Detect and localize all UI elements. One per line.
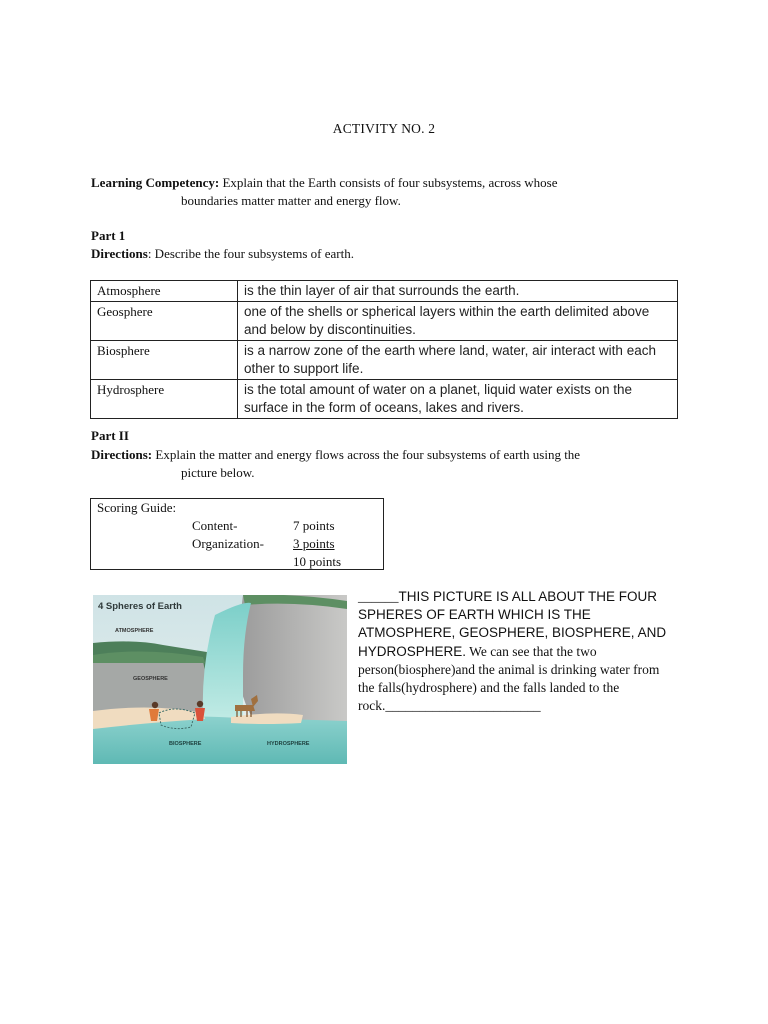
part1-heading: Part 1 — [91, 228, 126, 243]
label-geosphere: GEOSPHERE — [133, 676, 168, 682]
scoring-guide-box — [90, 498, 384, 570]
total-points: 10 points — [293, 554, 342, 569]
part2-directions-text-2: picture below. — [181, 465, 255, 480]
part2-directions-label: Directions: — [91, 447, 153, 462]
part2-directions-text-1: Explain the matter and energy flows across the four subsystems of earth using the — [155, 447, 581, 462]
term-cell: Geosphere — [91, 302, 238, 341]
answer-caps-text: THIS PICTURE IS ALL ABOUT THE FOUR SPHERES OF EARTH WHICH IS THE ATMOSPHERE, GEOSPHERE, BIOSPHERE, AND HYDROSPHERE. — [358, 589, 667, 659]
content-label: Content- — [192, 518, 238, 533]
part1-directions-text: : Describe the four subsystems of earth. — [147, 246, 354, 261]
learning-competency-text-1: Explain that the Earth consists of four subsystems, across whose — [222, 175, 558, 190]
learning-competency — [91, 174, 651, 210]
definition-cell: is a narrow zone of the earth where land, water, air interact with each other to support life. — [238, 341, 678, 380]
definition-cell: is the total amount of water on a planet, liquid water exists on the surface in the form of oceans, lakes and rivers. — [238, 380, 678, 419]
subsystems-table — [90, 280, 678, 419]
part1-directions-label: Directions — [91, 246, 148, 261]
term-cell: Biosphere — [91, 341, 238, 380]
term-cell: Atmosphere — [91, 281, 238, 302]
part2-directions — [91, 446, 671, 482]
activity-title: ACTIVITY NO. 2 — [332, 121, 436, 136]
answer-blank-end: _______________________ — [385, 698, 541, 714]
organization-points: 3 points — [293, 536, 335, 551]
answer-paragraph — [358, 588, 668, 715]
part2-heading: Part II — [91, 428, 129, 443]
table-row — [91, 380, 678, 419]
content-points: 7 points — [293, 518, 335, 533]
picture-title: 4 Spheres of Earth — [98, 601, 182, 612]
learning-competency-text-2: boundaries matter matter and energy flow. — [181, 193, 401, 208]
label-atmosphere: ATMOSPHERE — [115, 628, 154, 634]
label-hydrosphere: HYDROSPHERE — [267, 741, 310, 747]
part1-directions — [91, 246, 354, 262]
spheres-of-earth-image — [93, 595, 347, 764]
table-row — [91, 302, 678, 341]
label-biosphere: BIOSPHERE — [169, 741, 202, 747]
answer-body-text: We can see that the two person(biosphere)and the animal is drinking water from the falls(hydrosphere) and the falls landed to the rock. — [358, 643, 660, 714]
definition-cell: one of the shells or spherical layers within the earth delimited above and below by discontinuities. — [238, 302, 678, 341]
scoring-guide-label: Scoring Guide: — [97, 500, 177, 515]
learning-competency-label: Learning Competency: — [91, 175, 220, 190]
organization-label: Organization- — [192, 536, 264, 551]
table-row — [91, 341, 678, 380]
table-row — [91, 281, 678, 302]
answer-blank-start: ______ — [358, 589, 399, 604]
definition-cell: is the thin layer of air that surrounds the earth. — [238, 281, 678, 302]
term-cell: Hydrosphere — [91, 380, 238, 419]
